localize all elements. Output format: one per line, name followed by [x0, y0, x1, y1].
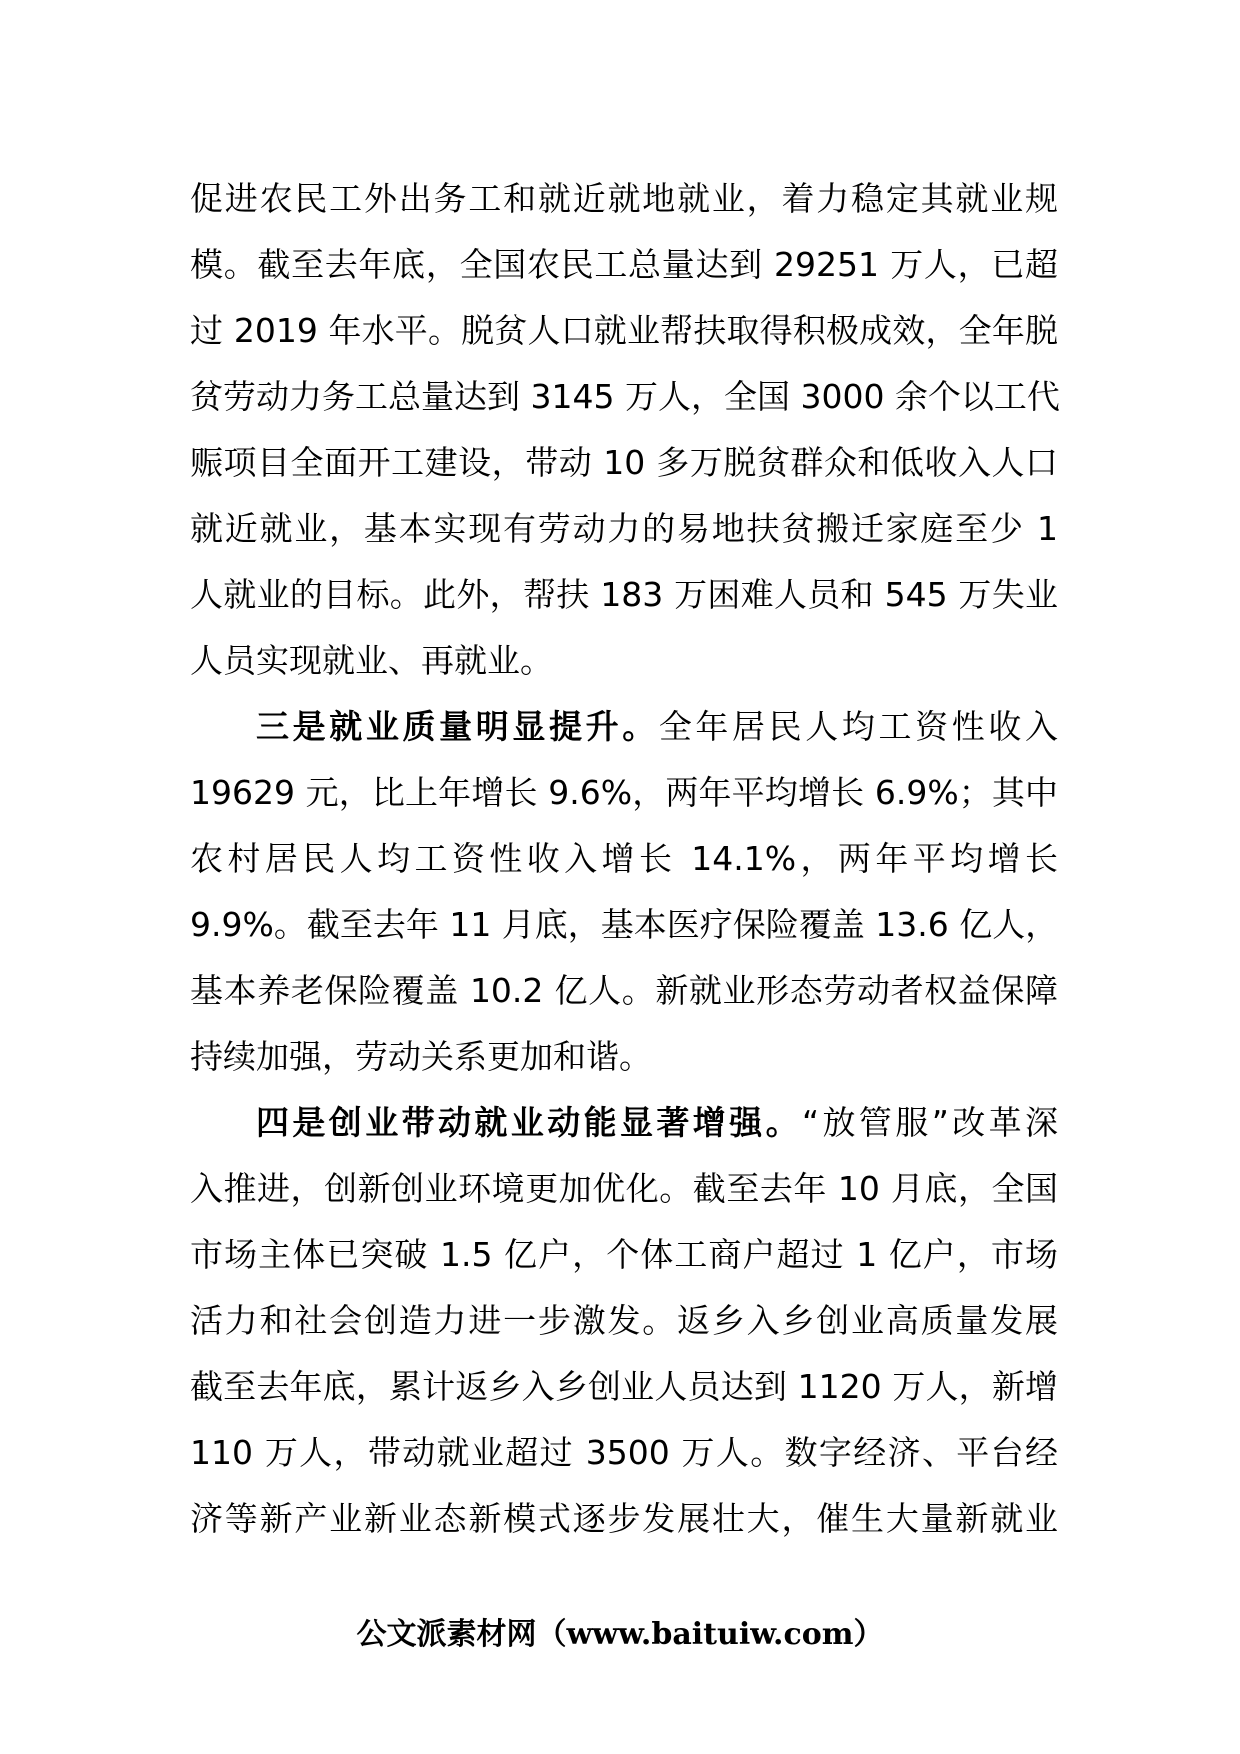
paragraph-3: [190, 1090, 1058, 1552]
text-line: 赈项目全面开工建设，带动 10 多万脱贫群众和低收入人口: [190, 443, 1058, 482]
text-line: 模。截至去年底，全国农民工总量达到 29251 万人，已超: [190, 245, 1058, 284]
text-line: 就近就业，基本实现有劳动力的易地扶贫搬迁家庭至少 1: [190, 509, 1058, 548]
document-body: [190, 166, 1058, 1552]
paragraph-first-line: [190, 1090, 1058, 1156]
text-line: 入推进，创新创业环境更加优化。截至去年 10 月底，全国: [190, 1169, 1058, 1208]
text-line: 市场主体已突破 1.5 亿户，个体工商户超过 1 亿户，市场: [190, 1235, 1058, 1274]
page-footer: 公文派素材网（www.baituiw.com）: [356, 1617, 884, 1652]
text-line: 人就业的目标。此外，帮扶 183 万困难人员和 545 万失业: [190, 575, 1058, 614]
paragraph-first-line-text: “放管服”改革深: [802, 1103, 1058, 1142]
paragraph-heading: 三是就业质量明显提升。: [256, 707, 659, 746]
text-line: 基本养老保险覆盖 10.2 亿人。新就业形态劳动者权益保障: [190, 971, 1058, 1010]
text-line: 农村居民人均工资性收入增长 14.1%，两年平均增长: [190, 839, 1058, 878]
text-line: 人员实现就业、再就业。: [190, 641, 553, 680]
text-line: 持续加强，劳动关系更加和谐。: [190, 1037, 652, 1076]
text-line: 活力和社会创造力进一步激发。返乡入乡创业高质量发展: [190, 1301, 1058, 1340]
text-line: 110 万人，带动就业超过 3500 万人。数字经济、平台经: [190, 1433, 1058, 1472]
paragraph-heading: 四是创业带动就业动能显著增强。: [256, 1103, 802, 1142]
text-line: 贫劳动力务工总量达到 3145 万人，全国 3000 余个以工代: [190, 377, 1060, 416]
text-line: 19629 元，比上年增长 9.6%，两年平均增长 6.9%；其中: [190, 773, 1058, 812]
text-line: 过 2019 年水平。脱贫人口就业帮扶取得积极成效，全年脱: [190, 311, 1058, 350]
paragraph-first-line-text: 全年居民人均工资性收入: [658, 707, 1059, 746]
paragraph-2: [190, 694, 1058, 1090]
text-line: 9.9%。截至去年 11 月底，基本医疗保险覆盖 13.6 亿人，: [190, 905, 1059, 944]
text-line: 促进农民工外出务工和就近就地就业，着力稳定其就业规: [190, 179, 1058, 218]
text-line: 济等新产业新业态新模式逐步发展壮大，催生大量新就业: [190, 1499, 1058, 1538]
paragraph-first-line: [190, 694, 1058, 760]
paragraph-1: [190, 166, 1058, 694]
text-line: 截至去年底，累计返乡入乡创业人员达到 1120 万人，新增: [190, 1367, 1058, 1406]
